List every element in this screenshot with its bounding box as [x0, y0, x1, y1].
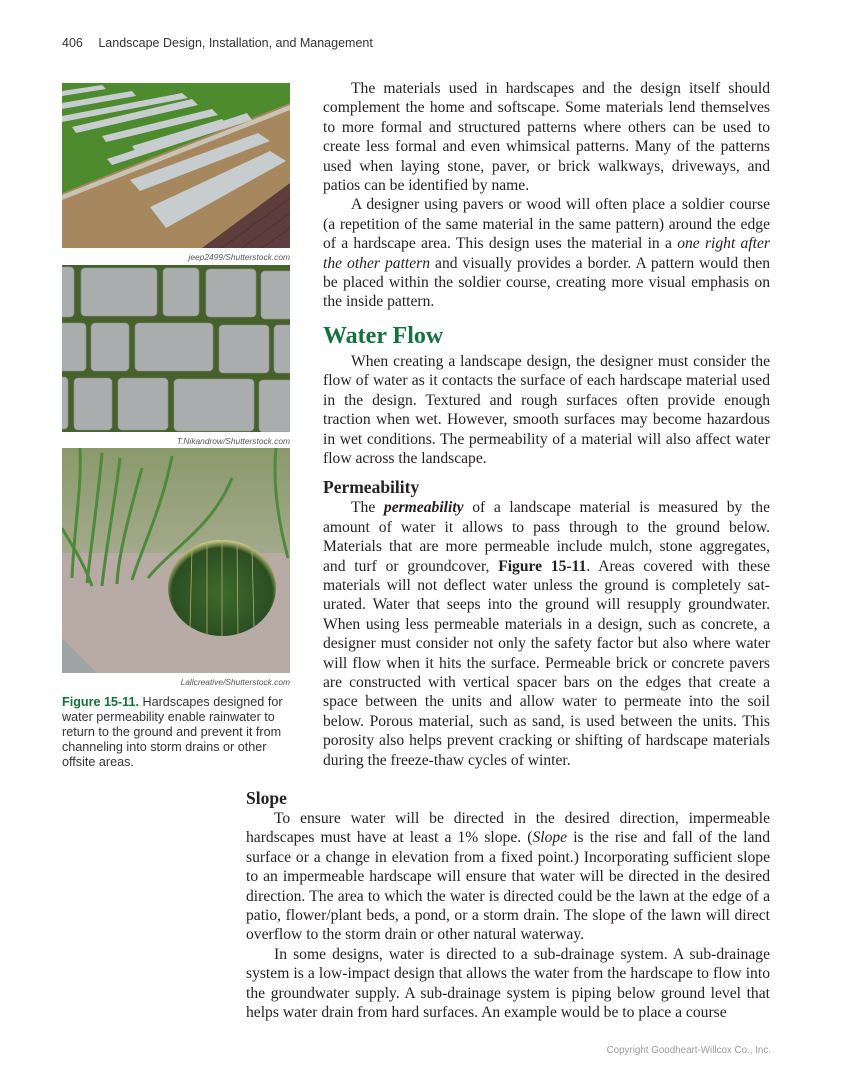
text-run: To ensure water will be directed in the desired direction, impermeable hardscapes must have at least a 1% slope. ( — [246, 810, 770, 847]
figure-reference: Figure 15-11 — [498, 557, 587, 575]
key-term-slope: Slope — [532, 829, 568, 847]
heading-slope: Slope — [246, 788, 287, 808]
copyright-notice: Copyright Goodheart-Willcox Co., Inc. — [606, 1045, 771, 1056]
wide-column — [246, 787, 770, 1022]
key-term-permeability: permeability — [383, 499, 464, 517]
figure-caption-text: Hardscapes designed for water permeability enable rainwater to return to the ground and prevent it from channeling into storm drains or other offsite areas. — [62, 695, 283, 769]
running-head — [62, 36, 373, 50]
heading-permeability: Permeability — [323, 477, 420, 498]
page-number: 406 — [62, 36, 83, 50]
stepping-stone-pavers-photo — [62, 83, 290, 248]
paragraph-slope — [246, 809, 770, 945]
text-run: and visually provides a border. A pattern would then be placed within the soldier course, creating more visual emphasis on the inside pattern. — [323, 254, 770, 311]
paragraph-water-flow: When creating a landscape design, the designer must consider the flow of water as it contacts the surface of each hardscape material used in the design. Textured and rough surfaces often provide enough traction when wet. However, smooth surfaces may become hazardous in wet conditions. The permeability of a material will also affect water flow across the landscape. — [323, 352, 770, 467]
heading-water-flow: Water Flow — [323, 322, 444, 349]
italic-term: one right after the other pattern — [323, 235, 771, 272]
right-column — [323, 79, 770, 770]
figure-label: Figure 15-11. — [62, 695, 139, 709]
paragraph-permeability — [323, 498, 770, 770]
photo-credit-3: Lallcreative/Shutterstock.com — [180, 677, 290, 687]
figure-caption — [62, 695, 294, 770]
text-run: of a landscape material is measured by the amount of water it allows to pass through to the ground below. Materials that are more permeable include mulch, stone aggregates, and turf or groundcover, — [323, 499, 770, 575]
paragraph-sub-drainage: In some designs, water is directed to a sub-drainage system. A sub-drainage system is a low-impact design that allows the water from the hardscape to flow into the groundwater supply. A sub-drainage system is piping below ground level that helps water drain from hard surfaces. An example would be to place a course — [246, 945, 770, 1022]
paragraph-soldier-course — [323, 195, 770, 311]
stepping-stones-image-icon — [62, 83, 290, 248]
paver-blocks-image-icon — [62, 265, 290, 432]
barrel-cactus-image-icon — [62, 448, 290, 673]
paragraph-materials: The materials used in hardscapes and the design itself should complement the home and softscape. Some materials lend themselves to more formal and structured patterns where others can be used to create less formal and even whimsical patterns. Many of the patterns used when laying stone, paver, or brick walkways, driveways, and patios can be identified by name. — [323, 80, 770, 195]
photo-credit-2: T.Nikandrow/Shutterstock.com — [176, 436, 290, 446]
photo-credit-1: jeep2499/Shutterstock.com — [188, 252, 290, 262]
barrel-cactus-photo — [62, 448, 290, 673]
text-run: is the rise and fall of the land surface or a change in elevation from a fixed point.) Incorporating sufficient slope to an impermeable hardscape will ensure that water will be directed in the desired direction. The area to which the water is directed could be the lawn at the edge of a patio, flower/plant beds, a pond, or a storm drain. The slope of the lawn will direct overflow to the storm drain or other natural waterway. — [246, 829, 770, 944]
text-run: The — [351, 499, 384, 517]
text-run: . Areas covered with these materials will not deflect water unless the ground is completely saturated. Water that seeps into the ground will resupply groundwater. When using less permeable materials in a design, such as concrete, a designer must consider not only the safety factor but also where water will flow when it hits the surface. Permeable brick or concrete pavers are constructed with vertical spacer bars on the edges that create a space between the units and allow water to permeate into the soil below. Porous material, such as sand, is used between the units. This porosity also helps prevent cracking or shifting of hardscape materials during the freeze-thaw cycles of winter. — [323, 557, 770, 769]
paver-blocks-photo — [62, 265, 290, 432]
book-title: Landscape Design, Installation, and Management — [98, 36, 373, 50]
text-run: A designer using pavers or wood will often place a soldier course (a repetition of the same material in the same pattern) around the edge of a hardscape area. This design uses the material in a — [323, 196, 770, 253]
